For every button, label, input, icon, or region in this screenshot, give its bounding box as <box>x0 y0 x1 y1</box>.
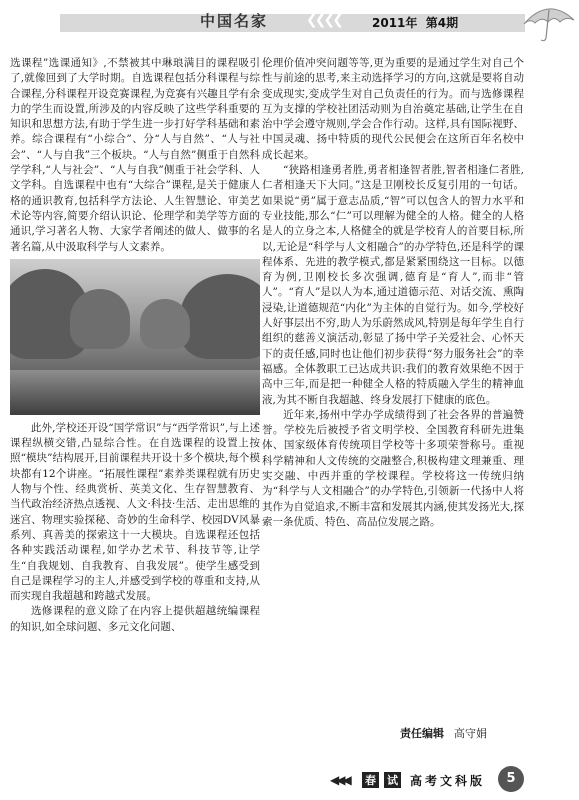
right-paragraph-3: 近年来,扬州中学办学成绩得到了社会各界的普遍赞誉。学校先后被授予省文明学校、全国教育科研先进集体、国家级体育传统项目学校等十多项荣誉称号。重视科学精神和人文传统的交融整合,积极构建文理兼重、理实交融、中西并重的学校课程。学校将这一传统归纳为“科学与人文相融合”的办学特色,引领新一代扬中人将其作为自觉追求,不断丰富和发展其内涵,使其发扬光大,探索一条优质、特色、高品位发展之路。 <box>262 408 525 528</box>
chevron-decoration-icon: ❮❮❮❮ <box>306 12 341 28</box>
publication-name: 高考文科版 <box>410 774 486 788</box>
right-paragraph-1: 伦理价值冲突问题等等,更为重要的是通过学生对自己个性与前途的思考,来主动选择学习的方向,这就是要将自动变成现实,变成学生对自己负责任的行为。而与选修课程互为支撑的学校社团活动则为自治奠定基础,让学生在自治中学会遵守规则,学会合作行动。这样,具有国际视野、中国灵魂、扬中特质的现代公民便会在这所百年名校中成长起来。 <box>262 57 524 161</box>
footer-tag-spring: 春 <box>362 772 379 788</box>
editor-credit <box>400 725 487 741</box>
triple-arrow-icon: ◀◀◀ <box>330 773 349 787</box>
right-column <box>262 56 524 530</box>
left-column <box>10 56 260 635</box>
issue-number: 第4期 <box>425 16 459 30</box>
left-paragraph-2: 此外,学校还开设“国学常识”与“西学常识”,与上述课程纵横交错,凸显综合性。在自选课程的设置上按照“模块”结构展开,目前课程共开设十多个模块,每个模块都有12个讲座。“拓展性课程”素养类课程就有历史人物与个性、经典赏析、英美文化、生存智慧教育、当代政治经济热点透视、人文·科技·生活、走出思维的迷宫、物理实验探秘、奇妙的生命科学、校园DV风暴系列、真善美的探索这十一大模块。自选课程还包括各种实践活动课程,如学办艺术节、科技节等,让学生“自我规划、自我教育、自我发展”。使学生感受到自己是课程学习的主人,并感受到学校的尊重和支持,从而实现自我超越和跨越式发展。 <box>10 421 260 603</box>
page-header <box>0 0 579 44</box>
page-footer <box>330 770 530 792</box>
campus-photo <box>10 259 260 415</box>
editor-label: 责任编辑 <box>400 727 444 740</box>
left-paragraph-3: 选修课程的意义除了在内容上提供超越统编课程的知识,如全球问题、多元文化问题、 <box>10 605 260 633</box>
page-number: 5 <box>498 766 524 792</box>
issue-info <box>372 14 458 31</box>
issue-year: 2011年 <box>372 16 418 30</box>
right-paragraph-2: “狭路相逢勇者胜,勇者相逢智者胜,智者相逢仁者胜,仁者相逢天下大同。”这是卫刚校长反复引用的一句话。如果说“勇”属于意志品质,“智”可以包含人的智力水平和专业技能,那么“仁”可以理解为健全的人格。健全的人格是人的立身之本,人格健全的就是学校育人的首要目标,所以,无论是“科学与人文相融合”的办学特色,还是科学的课程体系、先进的教学模式,都是紧紧围绕这一目标。以德育为例,卫刚校长多次强调,德育是“育人”,而非“管人”。“育人”是以人为本,通过道德示范、对话交流、熏陶浸染,让道德规范“内化”为主体的自觉行为。如今,学校好人好事层出不穷,助人为乐蔚然成风,特别是每年学生自行组织的慈善义演活动,彰显了扬中学子关爱社会、心怀天下的责任感,同时也让他们初步获得“努力服务社会”的幸福感。全体教职工已达成共识:我们的教育效果绝不因于高中三年,而是把一种健全人格的特质融入学生的精神血液,为其不断自我超越、终身发展打下健康的底色。 <box>262 164 524 406</box>
left-paragraph-1: 选课程”选课通知》,不禁被其中琳琅满目的课程吸引了,就像回到了大学时期。自选课程包括分科课程与综合课程,分科课程开设竞赛课程,为竞赛有兴趣且学有余力的学生而设置,所涉及的内容反映了这些学科重要的知识和思想方法,有助于学生进一步打好学科基础和素养。综合课程有“小综合”、分“人与自然”、“人与社会”、“人与自我”三个板块。“人与自然”侧重于自然科学学科,“人与社会”、“人与自我”侧重于社会学科、人文学科。自选课程中也有“大综合”课程,是关于健康人格的通识教育,包括科学方法论、人生智慧论、审美艺术论等内容,简要介绍认识论、伦理学和美学等方面的通识,学习著名人物、大家学者阐述的做人、做事的名著名篇,从中汲取科学与人文素养。 <box>10 57 260 253</box>
magazine-title: 中国名家 <box>200 12 269 30</box>
umbrella-icon <box>520 2 576 42</box>
editor-name: 高守娟 <box>454 727 487 740</box>
footer-tag-exam: 试 <box>384 772 401 788</box>
